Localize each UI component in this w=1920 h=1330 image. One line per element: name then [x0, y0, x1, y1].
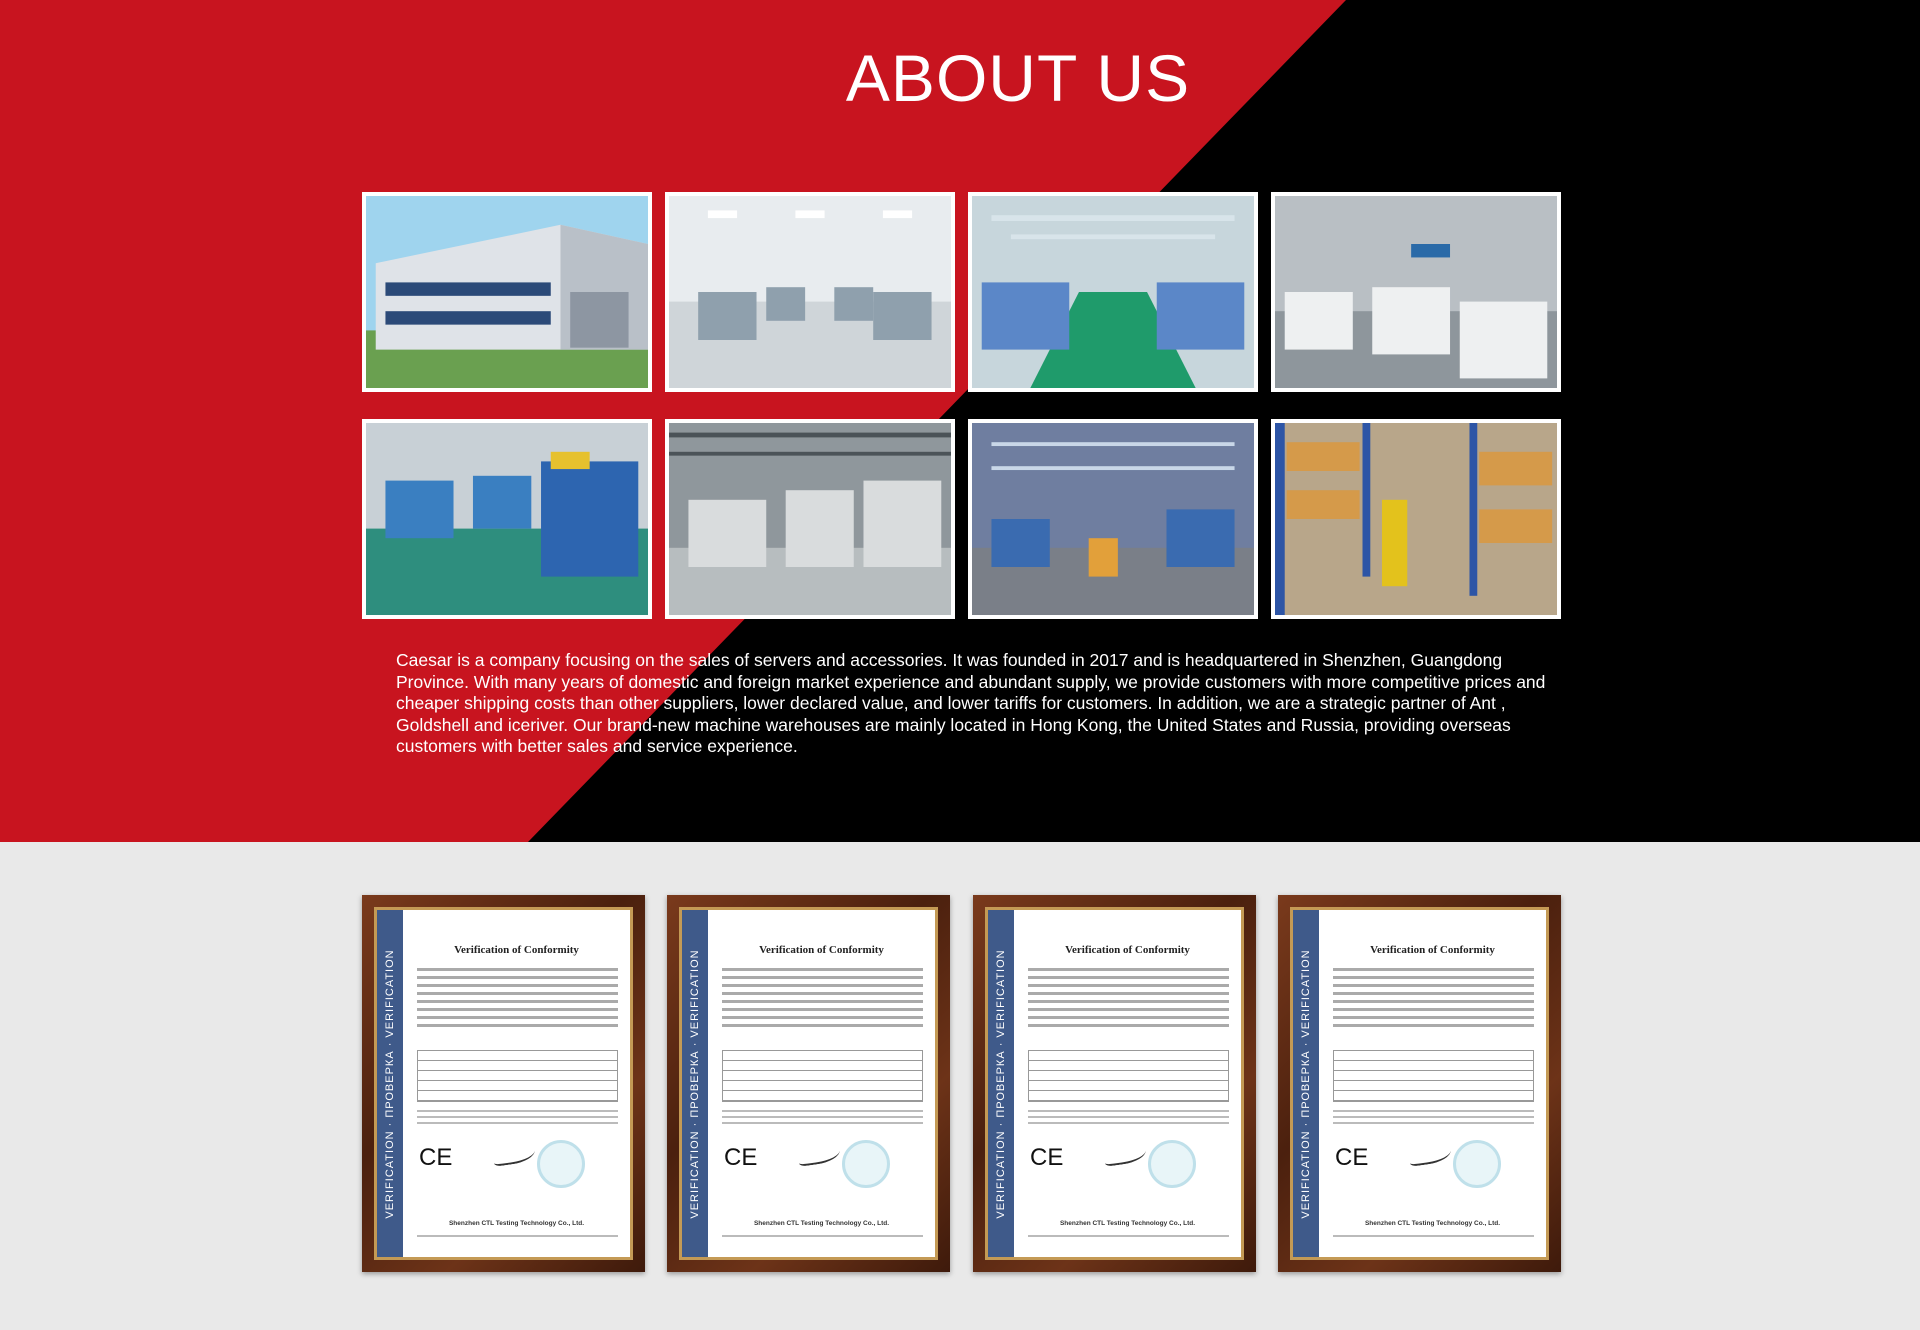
seal-icon: [537, 1140, 585, 1188]
assembly-line-workers-photo[interactable]: [968, 192, 1258, 392]
about-description: Caesar is a company focusing on the sales of servers and accessories. It was founded in 2017 and is headquartered in Shenzhen, Guangdong Province. With many years of domestic and foreign market experience and abundant supply, we provide customers with more competitive prices and cheaper shipping costs than other suppliers, lower declared value, and lower tariffs for customers. In addition, we are a strategic partner of Ant , Goldshell and iceriver. Our brand-new machine warehouses are mainly located in Hong Kong, the United States and Russia, providing overseas customers with better sales and service experience.: [396, 650, 1546, 756]
certificate-document: [374, 907, 633, 1260]
certificate-band: VERIFICATION · ПРОВЕРКА · VERIFICATION: [682, 910, 708, 1257]
smt-machines-photo[interactable]: [1271, 192, 1561, 392]
ce-mark-icon: CE: [724, 1144, 758, 1171]
certificate-table: [722, 1050, 923, 1102]
certificate-table: [1028, 1050, 1229, 1102]
signature-icon: [1408, 1143, 1452, 1167]
certificate-issuer: Shenzhen CTL Testing Technology Co., Ltd.: [448, 1220, 585, 1227]
certificate-document: [985, 907, 1244, 1260]
seal-icon: [1453, 1140, 1501, 1188]
warehouse-shelves-photo[interactable]: [1271, 419, 1561, 619]
signature-icon: [1103, 1143, 1147, 1167]
certificate-document: [1290, 907, 1549, 1260]
certificate-frame[interactable]: [362, 895, 645, 1272]
ce-mark-icon: CE: [1335, 1144, 1369, 1171]
factory-building-photo[interactable]: [362, 192, 652, 392]
seal-icon: [842, 1140, 890, 1188]
certificate-frame[interactable]: [667, 895, 950, 1272]
certificate-table: [417, 1050, 618, 1102]
certificate-title: Verification of Conformity: [454, 944, 579, 956]
certificate-frame[interactable]: [1278, 895, 1561, 1272]
injection-molding-photo[interactable]: [362, 419, 652, 619]
certificate-title: Verification of Conformity: [1370, 944, 1495, 956]
certificates-section: [0, 842, 1920, 1330]
certificate-title: Verification of Conformity: [1065, 944, 1190, 956]
page-title: ABOUT US: [845, 41, 1191, 115]
signature-icon: [492, 1143, 536, 1167]
office-cubicles-photo[interactable]: [665, 192, 955, 392]
certificate-issuer: Shenzhen CTL Testing Technology Co., Ltd.: [753, 1220, 890, 1227]
ce-mark-icon: CE: [419, 1144, 453, 1171]
signature-icon: [797, 1143, 841, 1167]
certificate-issuer: Shenzhen CTL Testing Technology Co., Ltd.: [1364, 1220, 1501, 1227]
certificate-table: [1333, 1050, 1534, 1102]
certificate-title: Verification of Conformity: [759, 944, 884, 956]
warehouse-hall-photo[interactable]: [968, 419, 1258, 619]
seal-icon: [1148, 1140, 1196, 1188]
certificate-band: VERIFICATION · ПРОВЕРКА · VERIFICATION: [988, 910, 1014, 1257]
certificate-document: [679, 907, 938, 1260]
certificate-band: VERIFICATION · ПРОВЕРКА · VERIFICATION: [377, 910, 403, 1257]
certificate-frame[interactable]: [973, 895, 1256, 1272]
certificate-issuer: Shenzhen CTL Testing Technology Co., Ltd.: [1059, 1220, 1196, 1227]
production-floor-photo[interactable]: [665, 419, 955, 619]
ce-mark-icon: CE: [1030, 1144, 1064, 1171]
certificate-band: VERIFICATION · ПРОВЕРКА · VERIFICATION: [1293, 910, 1319, 1257]
